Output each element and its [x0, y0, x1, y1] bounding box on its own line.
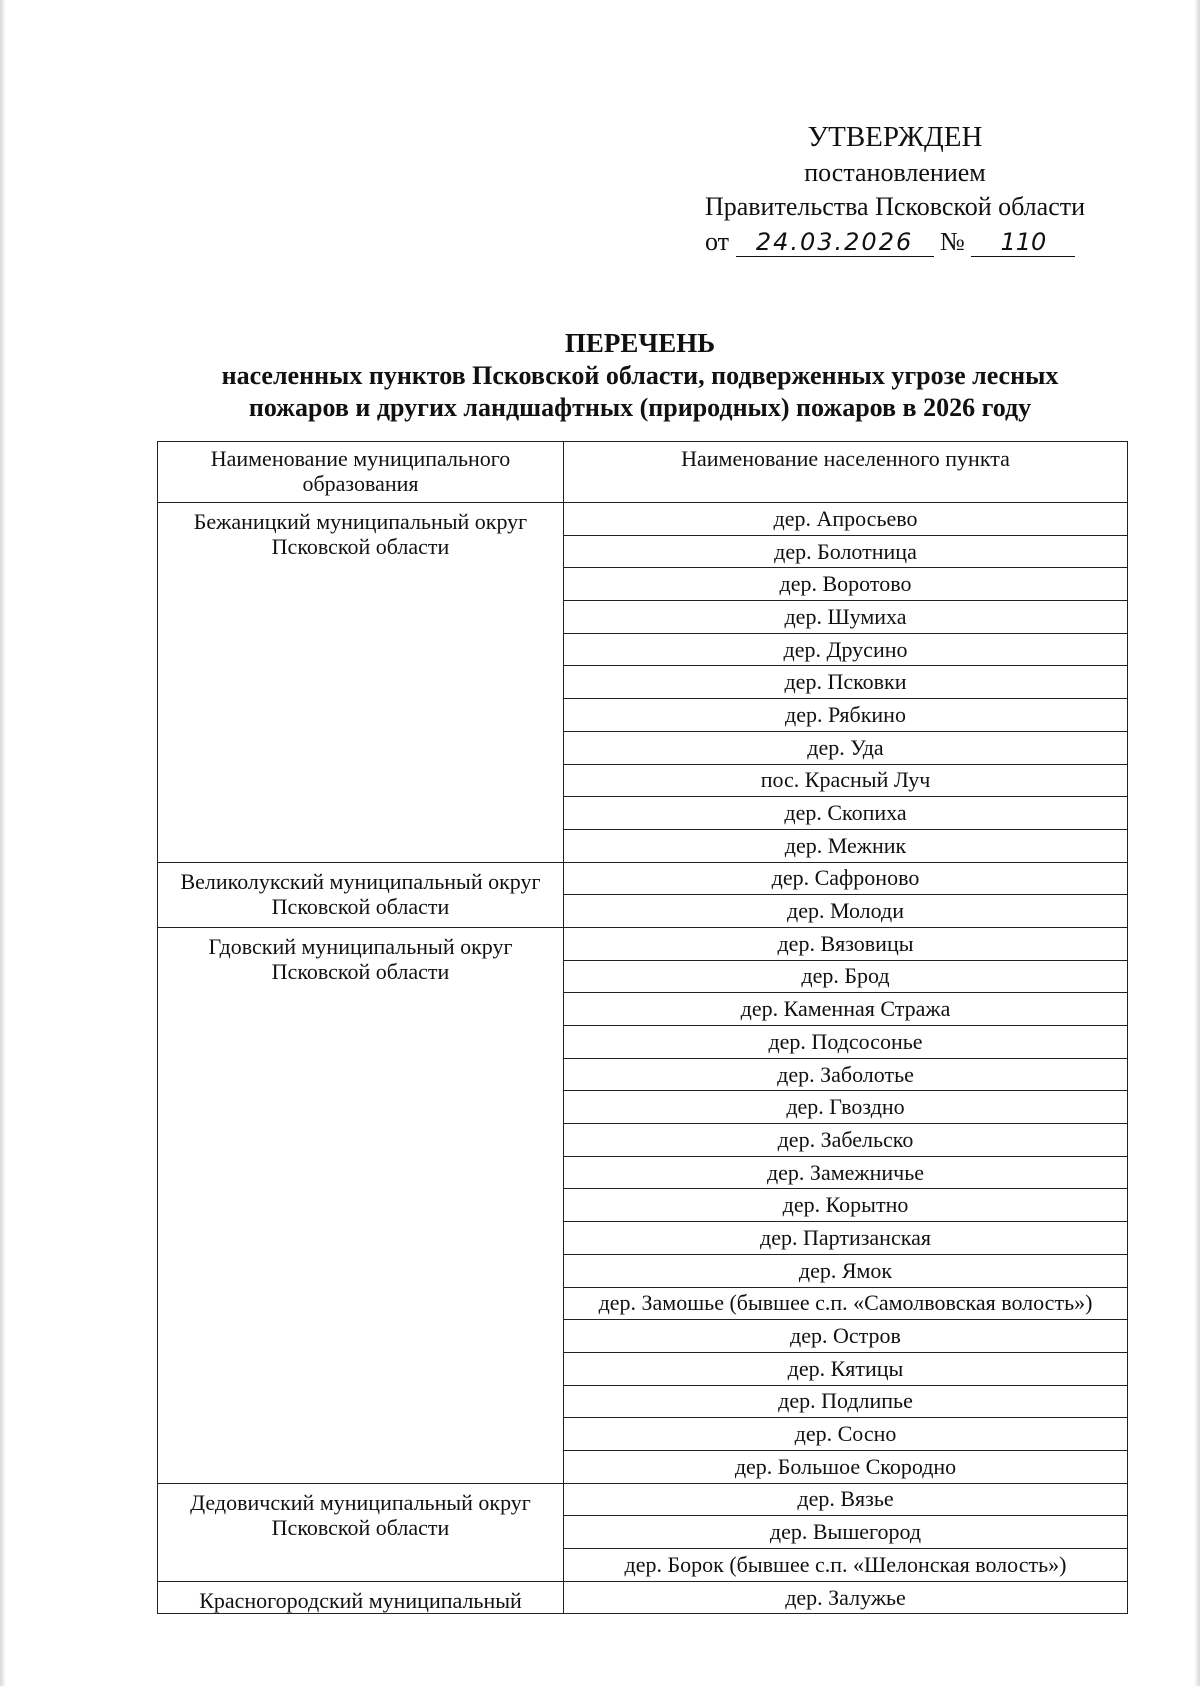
approval-line-resolution: постановлением: [804, 158, 986, 187]
municipality-cell: Дедовичский муниципальный округ Псковской области: [158, 1483, 564, 1581]
settlement-cell: дер. Сафроново: [564, 862, 1128, 895]
municipality-cell: Великолукский муниципальный округ Псковской области: [158, 862, 564, 927]
table-body: [158, 503, 1128, 1614]
settlement-cell: дер. Друсино: [564, 633, 1128, 666]
settlement-cell: пос. Красный Луч: [564, 764, 1128, 797]
table-row: [158, 862, 1128, 895]
column-header-municipality: Наименование муниципального образования: [158, 442, 564, 503]
settlement-cell: дер. Остров: [564, 1320, 1128, 1353]
table-row: [158, 503, 1128, 536]
number-label: №: [940, 227, 965, 256]
settlement-cell: дер. Корытно: [564, 1189, 1128, 1222]
settlement-cell: дер. Брод: [564, 960, 1128, 993]
settlement-cell: дер. Болотница: [564, 535, 1128, 568]
settlement-cell: дер. Вязовицы: [564, 927, 1128, 960]
settlement-cell: дер. Рябкино: [564, 699, 1128, 732]
approval-title: УТВЕРЖДЕН: [807, 121, 983, 153]
settlement-cell: дер. Скопиха: [564, 797, 1128, 830]
settlement-cell: дер. Кятицы: [564, 1352, 1128, 1385]
settlement-cell: дер. Межник: [564, 829, 1128, 862]
settlement-cell: дер. Подсосонье: [564, 1026, 1128, 1059]
approval-date-number-line: [660, 224, 1130, 260]
scan-edge-right: [1194, 0, 1200, 1686]
settlement-cell: дер. Замошье (бывшее с.п. «Самолвовская волость»): [564, 1287, 1128, 1320]
column-header-settlement: Наименование населенного пункта: [564, 442, 1128, 503]
handwritten-number: 110: [971, 228, 1075, 257]
settlement-cell: дер. Воротово: [564, 568, 1128, 601]
municipality-cell: Бежаницкий муниципальный округ Псковской области: [158, 503, 564, 863]
settlements-table: [157, 441, 1128, 1614]
settlement-cell: дер. Каменная Стража: [564, 993, 1128, 1026]
settlement-cell: дер. Большое Скородно: [564, 1450, 1128, 1483]
settlement-cell: дер. Уда: [564, 731, 1128, 764]
settlement-cell: дер. Партизанская: [564, 1222, 1128, 1255]
settlement-cell: дер. Гвоздно: [564, 1091, 1128, 1124]
heading-subtitle-line2: пожаров и других ландшафтных (природных) пожаров в 2026 году: [248, 393, 1032, 422]
settlement-cell: дер. Апросьево: [564, 503, 1128, 536]
heading-title: ПЕРЕЧЕНЬ: [564, 328, 716, 358]
settlement-cell: дер. Вязье: [564, 1483, 1128, 1516]
settlement-cell: дер. Шумиха: [564, 601, 1128, 634]
settlement-cell: дер. Забельско: [564, 1124, 1128, 1157]
settlement-cell: дер. Борок (бывшее с.п. «Шелонская волость»): [564, 1549, 1128, 1582]
settlement-cell: дер. Замежничье: [564, 1156, 1128, 1189]
table-header-row: [158, 442, 1128, 503]
settlement-cell: дер. Подлипье: [564, 1385, 1128, 1418]
settlement-cell: дер. Сосно: [564, 1418, 1128, 1451]
approval-stamp: [660, 118, 1130, 260]
municipality-cell: Гдовский муниципальный округ Псковской области: [158, 927, 564, 1483]
handwritten-date: 24.03.2026: [736, 228, 934, 257]
approval-line-government: Правительства Псковской области: [704, 192, 1086, 221]
table-row: [158, 1581, 1128, 1614]
document-heading: [150, 326, 1130, 424]
settlement-cell: дер. Псковки: [564, 666, 1128, 699]
settlement-cell: дер. Вышегород: [564, 1516, 1128, 1549]
settlement-cell: дер. Ямок: [564, 1254, 1128, 1287]
settlement-cell: дер. Молоди: [564, 895, 1128, 928]
scan-edge-left: [0, 0, 6, 1686]
heading-subtitle-line1: населенных пунктов Псковской области, подверженных угрозе лесных: [221, 361, 1059, 390]
settlement-cell: дер. Залужье: [564, 1581, 1128, 1614]
table-row: [158, 1483, 1128, 1516]
table-row: [158, 927, 1128, 960]
municipality-cell: Красногородский муниципальный: [158, 1581, 564, 1614]
from-label: от: [705, 227, 730, 256]
settlement-cell: дер. Заболотье: [564, 1058, 1128, 1091]
